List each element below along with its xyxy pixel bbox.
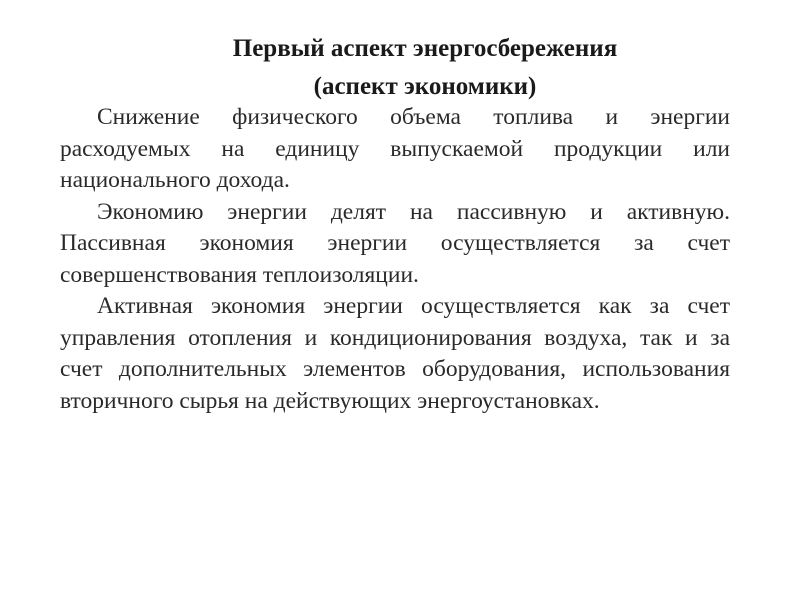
paragraph-3: Активная экономия энергии осуществляется как за счет управления отопления и кондиционирования воздуха, так и за счет дополнительных элементов оборудования, использования вторичного сырья на действующих энергоустановках.	[60, 293, 730, 414]
title-line-2: (аспект экономики)	[313, 73, 537, 100]
paragraph-1: Снижение физического объема топлива и энергии расходуемых на единицу выпускаемой продукции или национального дохода.	[60, 104, 730, 193]
paragraph-2: Экономию энергии делят на пассивную и активную. Пассивная экономия энергии осуществляется за счет совершенствования теплоизоляции.	[60, 198, 730, 288]
slide-body	[60, 102, 730, 417]
title-line-1: Первый аспект энергосбережения	[232, 35, 618, 62]
slide-title	[60, 30, 750, 106]
